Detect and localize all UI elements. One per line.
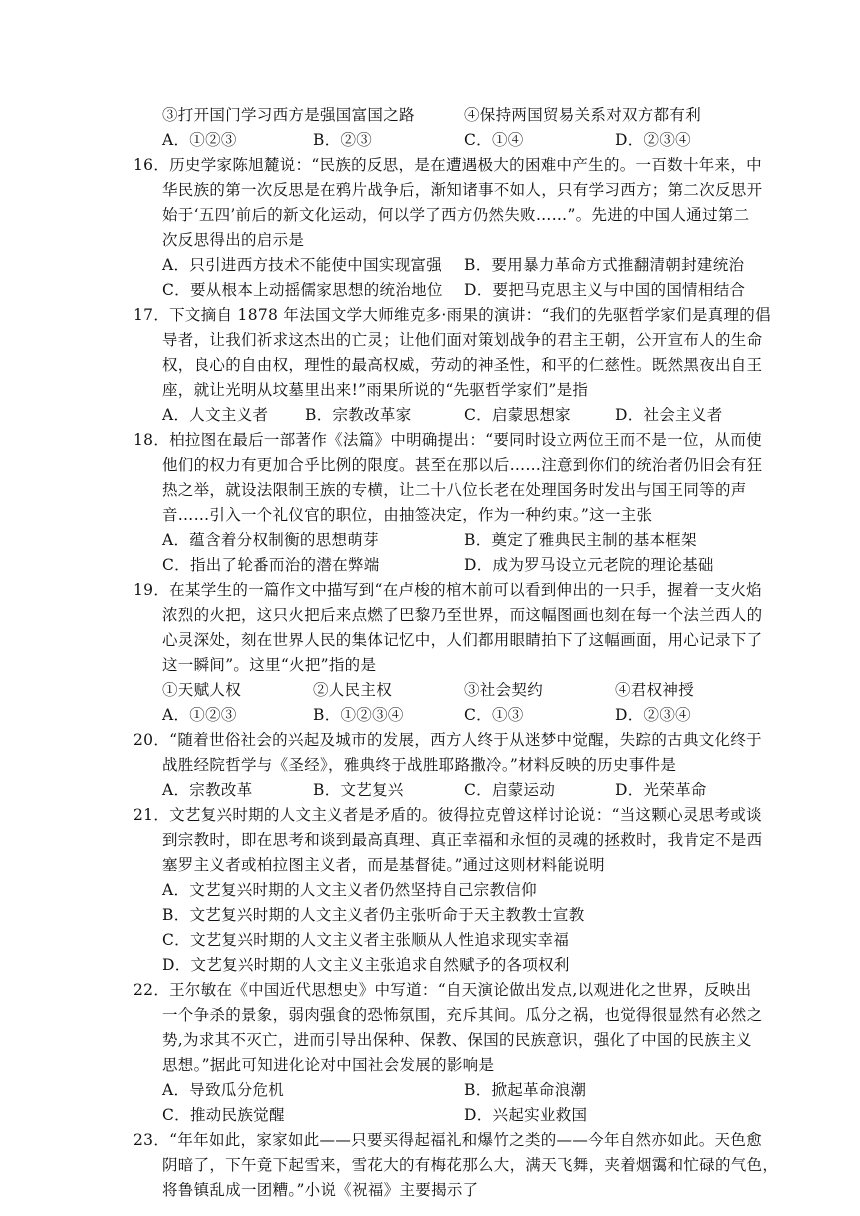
q19-option-1: ①天赋人权	[162, 681, 242, 699]
q20-choice-b: B．文艺复兴	[313, 781, 404, 799]
q22-line-4: 思想。”据此可知进化论对中国社会发展的影响是	[162, 1056, 495, 1074]
q16-line-3: 始于‘五四’前后的新文化运动，何以学了西方仍然失败……”。先进的中国人通过第二	[162, 206, 750, 224]
q22-choice-c: C．推动民族觉醒	[162, 1106, 285, 1124]
q21-line-3: 塞罗主义者或柏拉图主义者，而是基督徒。”通过这则材料能说明	[162, 856, 605, 874]
q16-choice-a: A．只引进西方技术不能使中国实现富强	[162, 256, 443, 274]
q19-line-4: 这一瞬间”。这里“火把”指的是	[162, 656, 377, 674]
q21-choice-c: C．文艺复兴时期的人文主义者主张顺从人性追求现实幸福	[162, 931, 570, 949]
q22-choice-a: A．导致瓜分危机	[162, 1081, 285, 1099]
q21-line-1: 21．文艺复兴时期的人文主义者是矛盾的。彼得拉克曾这样讨论说：“当这颗心灵思考或谈	[133, 806, 762, 824]
q18-choice-b: B．奠定了雅典民主制的基本框架	[464, 531, 697, 549]
option-4: ④保持两国贸易关系对双方都有利	[464, 106, 702, 124]
q21-choice-b: B．文艺复兴时期的人文主义者仍主张听命于天主教教士宣教	[162, 906, 585, 924]
q16-line-1: 16．历史学家陈旭麓说：“民族的反思，是在遭遇极大的困难中产生的。一百数十年来，中	[133, 156, 762, 174]
q18-line-3: 热之举，就设法限制王族的专横，让二十八位长老在处理国务时发出与国王同等的声	[162, 481, 747, 499]
q22-line-3: 势,为求其不灭亡，进而引导出保种、保教、保国的民族意识，强化了中国的民族主义	[162, 1031, 752, 1049]
q17-line-1: 17．下文摘自 1878 年法国文学大师维克多·雨果的演讲：“我们的先驱哲学家们是真理的倡	[133, 306, 771, 324]
q19-choice-a: A．①②③	[162, 706, 237, 724]
choice-b: B．②③	[313, 131, 373, 149]
q21-line-2: 到宗教时，即在思考和谈到最高真理、真正幸福和永恒的灵魂的拯救时，我肯定不是西	[162, 831, 763, 849]
q19-option-2: ②人民主权	[313, 681, 393, 699]
q22-choice-d: D．兴起实业救国	[464, 1106, 588, 1124]
choice-a: A．①②③	[162, 131, 237, 149]
q19-option-3: ③社会契约	[464, 681, 544, 699]
q19-option-4: ④君权神授	[615, 681, 695, 699]
q16-choice-d: D．要把马克思主义与中国的国情相结合	[464, 281, 746, 299]
q18-line-1: 18．柏拉图在最后一部著作《法篇》中明确提出：“要同时设立两位王而不是一位，从而使	[133, 431, 762, 449]
q19-choice-d: D．②③④	[615, 706, 691, 724]
q21-choice-a: A．文艺复兴时期的人文主义者仍然坚持自己宗教信仰	[162, 881, 537, 899]
q18-choice-d: D．成为罗马设立元老院的理论基础	[464, 556, 714, 574]
q18-choice-a: A．蕴含着分权制衡的思想萌芽	[162, 531, 379, 549]
q17-choice-a: A．人文主义者	[162, 406, 269, 424]
q23-line-2: 阴暗了，下午竟下起雪来，雪花大的有梅花那么大，满天飞舞，夹着烟霭和忙碌的气色，	[162, 1156, 779, 1174]
choice-d: D．②③④	[615, 131, 691, 149]
q20-choice-d: D．光荣革命	[615, 781, 707, 799]
q16-line-4: 次反思得出的启示是	[162, 231, 305, 249]
q19-line-1: 19．在某学生的一篇作文中描写到“在卢梭的棺木前可以看到伸出的一只手，握着一支火焰	[133, 581, 762, 599]
q22-line-1: 22．王尔敏在《中国近代思想史》中写道：“自天演论做出发点,以观进化之世界，反映出	[133, 981, 752, 999]
q19-line-2: 浓烈的火把，这只火把后来点燃了巴黎乃至世界，而这幅图画也刻在每一个法兰西人的	[162, 606, 763, 624]
q23-line-3: 将鲁镇乱成一团糟。”小说《祝福》主要揭示了	[162, 1181, 479, 1199]
q17-choice-c: C．启蒙思想家	[464, 406, 571, 424]
q19-line-3: 心灵深处，刻在世界人民的集体记忆中，人们都用眼睛拍下了这幅画面，用心记录下了	[162, 631, 763, 649]
q20-choice-a: A．宗教改革	[162, 781, 253, 799]
q19-choice-b: B．①②③④	[313, 706, 404, 724]
q17-line-4: 座，就让光明从坟墓里出来!”雨果所说的“先驱哲学家们”是指	[162, 381, 589, 399]
q22-choice-b: B．掀起革命浪潮	[464, 1081, 587, 1099]
q18-line-2: 他们的权力有更加合乎比例的限度。甚至在那以后……注意到你们的统治者仍旧会有狂	[162, 456, 763, 474]
q17-line-3: 权，良心的自由权，理性的最高权威，劳动的神圣性，和平的仁慈性。既然黑夜出自王	[162, 356, 763, 374]
choice-c: C．①④	[464, 131, 524, 149]
q20-choice-c: C．启蒙运动	[464, 781, 556, 799]
q17-line-2: 导者，让我们祈求这杰出的亡灵；让他们面对策划战争的君主王朝，公开宣布人的生命	[162, 331, 763, 349]
option-3: ③打开国门学习西方是强国富国之路	[162, 106, 415, 124]
q17-choice-d: D．社会主义者	[615, 406, 723, 424]
q16-choice-b: B．要用暴力革命方式推翻清朝封建统治	[464, 256, 745, 274]
q18-choice-c: C．指出了轮番而治的潜在弊端	[162, 556, 380, 574]
q17-choice-b: B．宗教改革家	[305, 406, 412, 424]
q16-line-2: 华民族的第一次反思是在鸦片战争后，渐知诸事不如人，只有学习西方；第二次反思开	[162, 181, 763, 199]
q21-choice-d: D．文艺复兴时期的人文主义主张追求自然赋予的各项权利	[162, 956, 570, 974]
q16-choice-c: C．要从根本上动摇儒家思想的统治地位	[162, 281, 443, 299]
q18-line-4: 音……引入一个礼仪官的职位，由抽签决定，作为一种约束。”这一主张	[162, 506, 653, 524]
q19-choice-c: C．①③	[464, 706, 524, 724]
q20-line-1: 20．“随着世俗社会的兴起及城市的发展，西方人终于从迷梦中觉醒，失踪的古典文化终于	[133, 731, 762, 749]
q22-line-2: 一个争杀的景象，弱肉强食的恐怖氛围，充斥其间。瓜分之祸，也觉得很显然有必然之	[162, 1006, 763, 1024]
q20-line-2: 战胜经院哲学与《圣经》，雅典终于战胜耶路撒冷。”材料反映的历史事件是	[162, 756, 677, 774]
q23-line-1: 23．“年年如此，家家如此——只要买得起福礼和爆竹之类的——今年自然亦如此。天色愈	[133, 1131, 762, 1149]
